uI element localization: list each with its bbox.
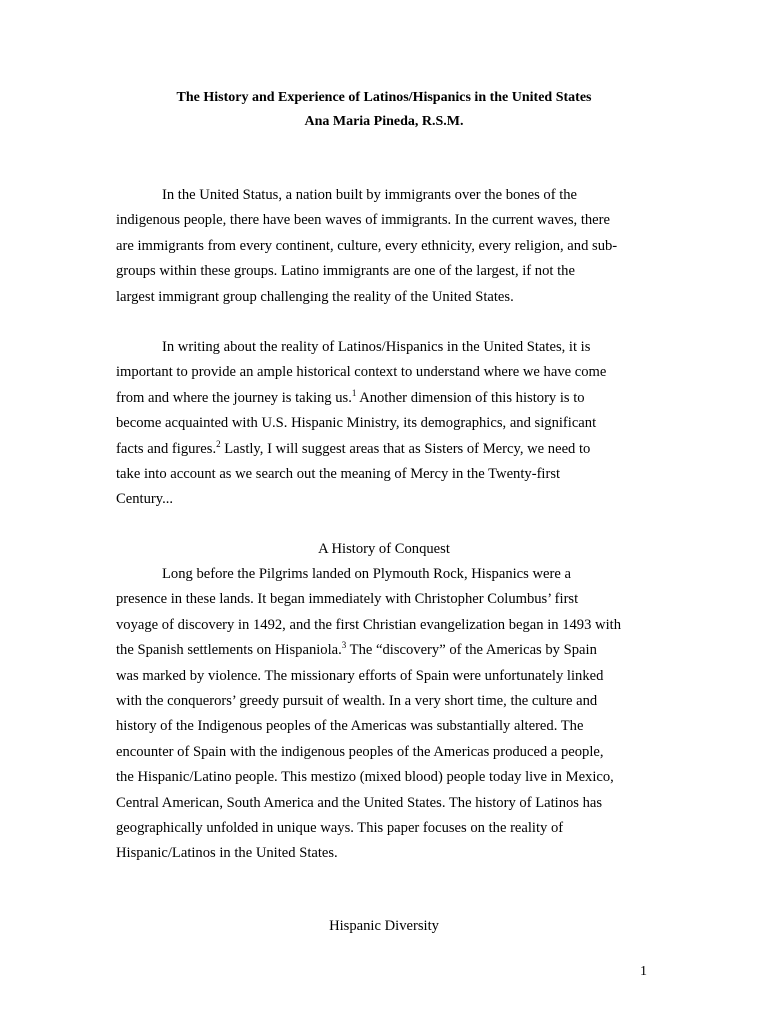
footnote-ref-2[interactable]: 2 <box>216 438 221 449</box>
text-line: become acquainted with U.S. Hispanic Ministry, its demographics, and significant <box>116 415 597 432</box>
text-line: was marked by violence. The missionary efforts of Spain were unfortunately linked <box>116 667 604 684</box>
text-line: history of the Indigenous peoples of the Americas was substantially altered. The <box>116 718 584 735</box>
text-line: encounter of Spain with the indigenous peoples of the Americas produced a people, <box>116 743 604 760</box>
text-line: Century... <box>116 491 174 508</box>
text-line: geographically unfolded in unique ways. This paper focuses on the reality of <box>116 819 564 836</box>
text-line: presence in these lands. It began immediately with Christopher Columbus’ first <box>116 591 579 608</box>
text-line: In the United Status, a nation built by immigrants over the bones of the <box>162 187 578 203</box>
section-heading-diversity: Hispanic Diversity <box>329 918 439 934</box>
text-line: Central American, South America and the United States. The history of Latinos has <box>116 794 603 811</box>
section-heading-conquest: A History of Conquest <box>318 541 450 557</box>
text-line: groups within these groups. Latino immigrants are one of the largest, if not the <box>116 263 575 280</box>
paragraph-3 <box>116 562 656 867</box>
text-line <box>116 437 656 462</box>
text-segment: The “discovery” of the Americas by Spain <box>346 642 597 659</box>
text-segment: the Spanish settlements on Hispaniola. <box>116 642 342 659</box>
text-line: the Hispanic/Latino people. This mestizo (mixed blood) people today live in Mexico, <box>116 769 614 786</box>
text-line <box>116 386 656 411</box>
text-line: In writing about the reality of Latinos/Hispanics in the United States, it is <box>162 339 591 355</box>
text-line: indigenous people, there have been waves of immigrants. In the current waves, there <box>116 212 610 229</box>
paragraph-1 <box>116 183 656 310</box>
text-line: are immigrants from every continent, culture, every ethnicity, every religion, and sub- <box>116 237 618 254</box>
footnote-ref-1[interactable]: 1 <box>351 387 357 398</box>
text-line: voyage of discovery in 1492, and the first Christian evangelization began in 1493 with <box>116 616 621 633</box>
text-line: Long before the Pilgrims landed on Plymouth Rock, Hispanics were a <box>162 566 571 582</box>
paragraph-2 <box>116 335 656 513</box>
text-line <box>116 638 656 663</box>
text-segment: Lastly, I will suggest areas that as Sisters of Mercy, we need to <box>220 440 591 457</box>
text-line: Hispanic/Latinos in the United States. <box>116 845 338 862</box>
document-author: Ana Maria Pineda, R.S.M. <box>304 114 464 129</box>
text-line: with the conquerors’ greedy pursuit of wealth. In a very short time, the culture and <box>116 692 598 709</box>
text-segment: Another dimension of this history is to <box>356 389 585 406</box>
footnote-ref-3[interactable]: 3 <box>341 640 347 651</box>
text-line: take into account as we search out the meaning of Mercy in the Twenty-first <box>116 465 561 482</box>
text-line: largest immigrant group challenging the reality of the United States. <box>116 288 514 305</box>
text-segment: facts and figures. <box>116 440 217 457</box>
text-line: important to provide an ample historical context to understand where we have come <box>116 364 607 381</box>
page-number: 1 <box>640 964 647 979</box>
text-segment: from and where the journey is taking us. <box>116 389 352 406</box>
document-title: The History and Experience of Latinos/Hispanics in the United States <box>176 90 592 105</box>
